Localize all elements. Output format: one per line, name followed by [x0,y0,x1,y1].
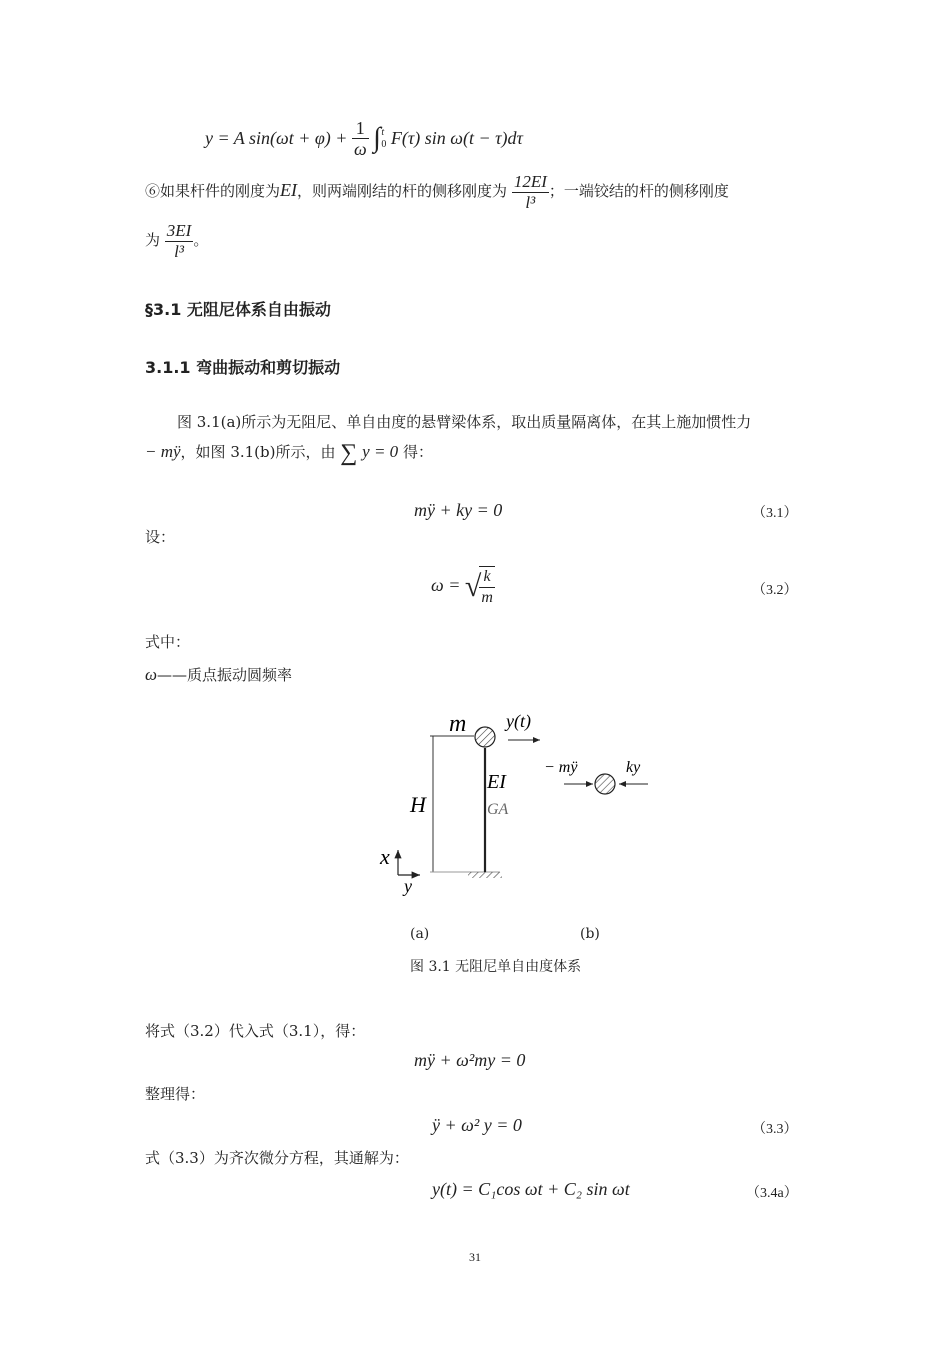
mass-circle [475,727,495,747]
item6-prefix: ⑥如果杆件的刚度为 [145,182,281,200]
eq32-fraction [479,566,495,608]
eq32-lhs: ω = [431,575,461,595]
para1-condition: y = 0 [362,442,399,461]
figure-3-1 [360,700,680,900]
eq32-num: k [479,567,495,588]
item6-frac1 [512,172,549,213]
label-yt: y(t) [506,711,531,731]
item6-ei: EI [280,180,298,200]
equation-3-4a: y(t) = C₁cos ωt + C₂ sin ωt [432,1179,630,1199]
item6-line1 [145,168,729,212]
label-force-right: ky [626,759,641,776]
integral-lower: 0 [381,138,387,150]
page-number: 31 [469,1250,481,1264]
omega-def-text: ——质点振动圆频率 [157,666,293,684]
eq-top-frac-num: 1 [352,118,369,139]
equation-3-2-number: （3.2） [752,583,798,598]
item6-line2 [145,218,208,262]
item6-frac2 [165,221,194,262]
para1-line2 [145,440,433,466]
sqrt-sign: √ [464,569,482,603]
item6-mid: ，则两端刚结的杆的侧移刚度为 [297,182,508,200]
omega-definition [145,665,292,685]
item6-frac1-num: 12EI [513,171,547,191]
item6-line2-suffix: 。 [193,231,209,249]
para1-inertia: − mÿ [145,442,181,461]
equation-3-4a-number: （3.4a） [746,1186,798,1201]
label-h: H [410,792,426,817]
para1-line2-text: ，如图 3.1(b)所示，由 [180,443,336,461]
figure-caption: 图 3.1 无阻尼单自由度体系 [410,959,582,975]
eq-top-rhs: F(τ) sin ω(t − τ)dτ [390,128,523,148]
integral-upper: t [381,126,385,138]
item6-line2-prefix: 为 [145,231,161,249]
equation-3-1: mÿ + ky = 0 [414,500,503,520]
label-ga: GA [487,801,509,818]
label-shizhong: 式中： [145,633,191,651]
label-y: y [404,876,412,896]
eq-top-lhs: y = A sin(ωt + φ) + [205,128,348,148]
figure-label-b: (b) [580,926,600,942]
label-zhengli: 整理得： [145,1085,206,1103]
item6-frac1-den: l³ [525,192,536,212]
figure-label-a: (a) [410,926,430,942]
item6-mid2: ；一端铰结的杆的侧移刚度 [548,182,729,200]
fixed-support-hatch [468,872,502,878]
eq-top-fraction [352,118,369,159]
sum-sign: ∑ [340,440,358,466]
eq-top-frac-den: ω [353,139,367,159]
label-ei: EI [487,771,506,793]
subsection-heading: 3.1.1 弯曲振动和剪切振动 [145,358,341,377]
label-she: 设： [145,528,176,546]
integral-limits [381,127,386,151]
label-m: m [449,711,467,737]
free-body-mass [595,774,615,794]
para1-line2-end: 得： [402,443,433,461]
integral-sign: ∫ [373,122,381,154]
label-x: x [380,844,390,869]
equation-top [205,118,523,162]
equation-3-3: ÿ + ω² y = 0 [432,1115,522,1135]
para1-line1: 图 3.1(a)所示为无阻尼、单自由度的悬臂梁体系，取出质量隔离体，在其上施加惯性力 [177,413,752,431]
para3: 式（3.3）为齐次微分方程，其通解为： [145,1149,409,1167]
item6-frac2-num: 3EI [166,220,192,240]
omega-symbol: ω [145,665,158,684]
equation-substituted: mÿ + ω²my = 0 [414,1050,526,1070]
eq32-den: m [481,588,493,606]
label-force-left: − mÿ [544,759,578,776]
para2: 将式（3.2）代入式（3.1），得： [145,1022,366,1040]
equation-3-1-number: （3.1） [752,506,798,521]
equation-3-3-number: （3.3） [752,1122,798,1137]
section-heading: §3.1 无阻尼体系自由振动 [145,300,331,319]
item6-frac2-den: l³ [174,241,184,261]
equation-3-2 [431,560,495,610]
